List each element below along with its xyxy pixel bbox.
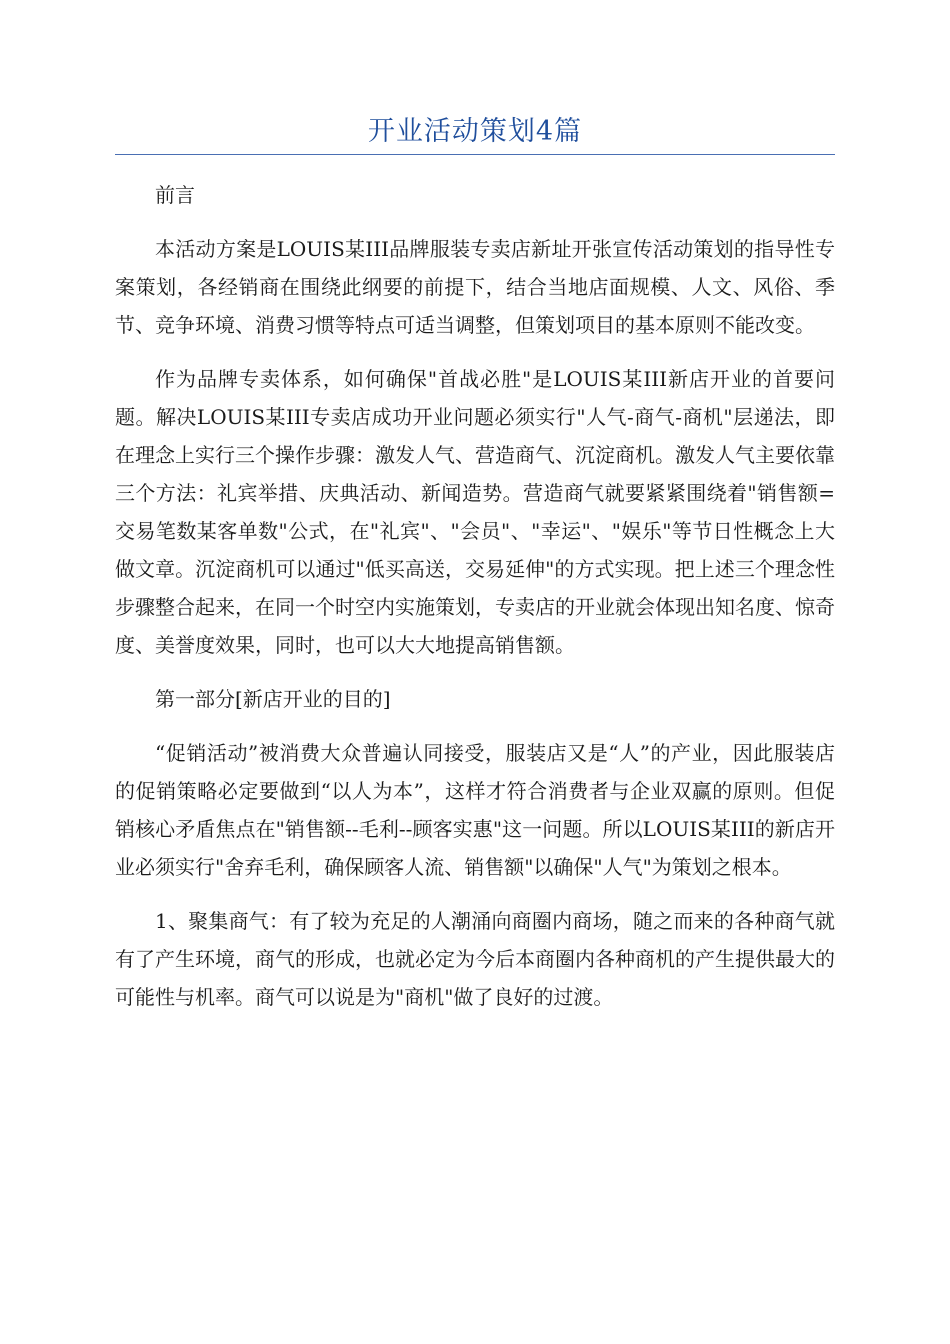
document-title: 开业活动策划4篇 (367, 116, 583, 147)
section-heading-preface: 前言 (155, 183, 195, 207)
document-body (115, 176, 835, 1032)
paragraph-promotion: “促销活动”被消费大众普遍认同接受，服装店又是“人”的产业，因此服装店的促销策略必定要做到“以人为本”，这样才符合消费者与企业双赢的原则。但促销核心矛盾焦点在"销售额--毛利--顾客实惠"这一问题。所以LOUIS某III的新店开业必须实行"舍弃毛利，确保顾客人流、销售额"以确保"人气"为策划之根本。 (115, 741, 835, 879)
title-underline (115, 154, 835, 155)
paragraph-strategy: 作为品牌专卖体系，如何确保"首战必胜"是LOUIS某III新店开业的首要问题。解决LOUIS某III专卖店成功开业问题必须实行"人气-商气-商机"层递法，即在理念上实行三个操作步骤：激发人气、营造商气、沉淀商机。激发人气主要依靠三个方法：礼宾举措、庆典活动、新闻造势。营造商气就要紧紧围绕着"销售额=交易笔数某客单数"公式，在"礼宾"、"会员"、"幸运"、"娱乐"等节日性概念上大做文章。沉淀商机可以通过"低买高送，交易延伸"的方式实现。把上述三个理念性步骤整合起来，在同一个时空内实施策划，专卖店的开业就会体现出知名度、惊奇度、美誉度效果，同时，也可以大大地提高销售额。 (115, 367, 835, 657)
section-heading-part-one: 第一部分[新店开业的目的] (155, 687, 391, 711)
paragraph-point-one: 1、聚集商气：有了较为充足的人潮涌向商圈内商场，随之而来的各种商气就有了产生环境，商气的形成，也就必定为今后本商圈内各种商机的产生提供最大的可能性与机率。商气可以说是为"商机"做了良好的过渡。 (115, 909, 835, 1009)
paragraph-intro: 本活动方案是LOUIS某III品牌服装专卖店新址开张宣传活动策划的指导性专案策划，各经销商在围绕此纲要的前提下，结合当地店面规模、人文、风俗、季节、竞争环境、消费习惯等特点可适当调整，但策划项目的基本原则不能改变。 (115, 237, 835, 337)
